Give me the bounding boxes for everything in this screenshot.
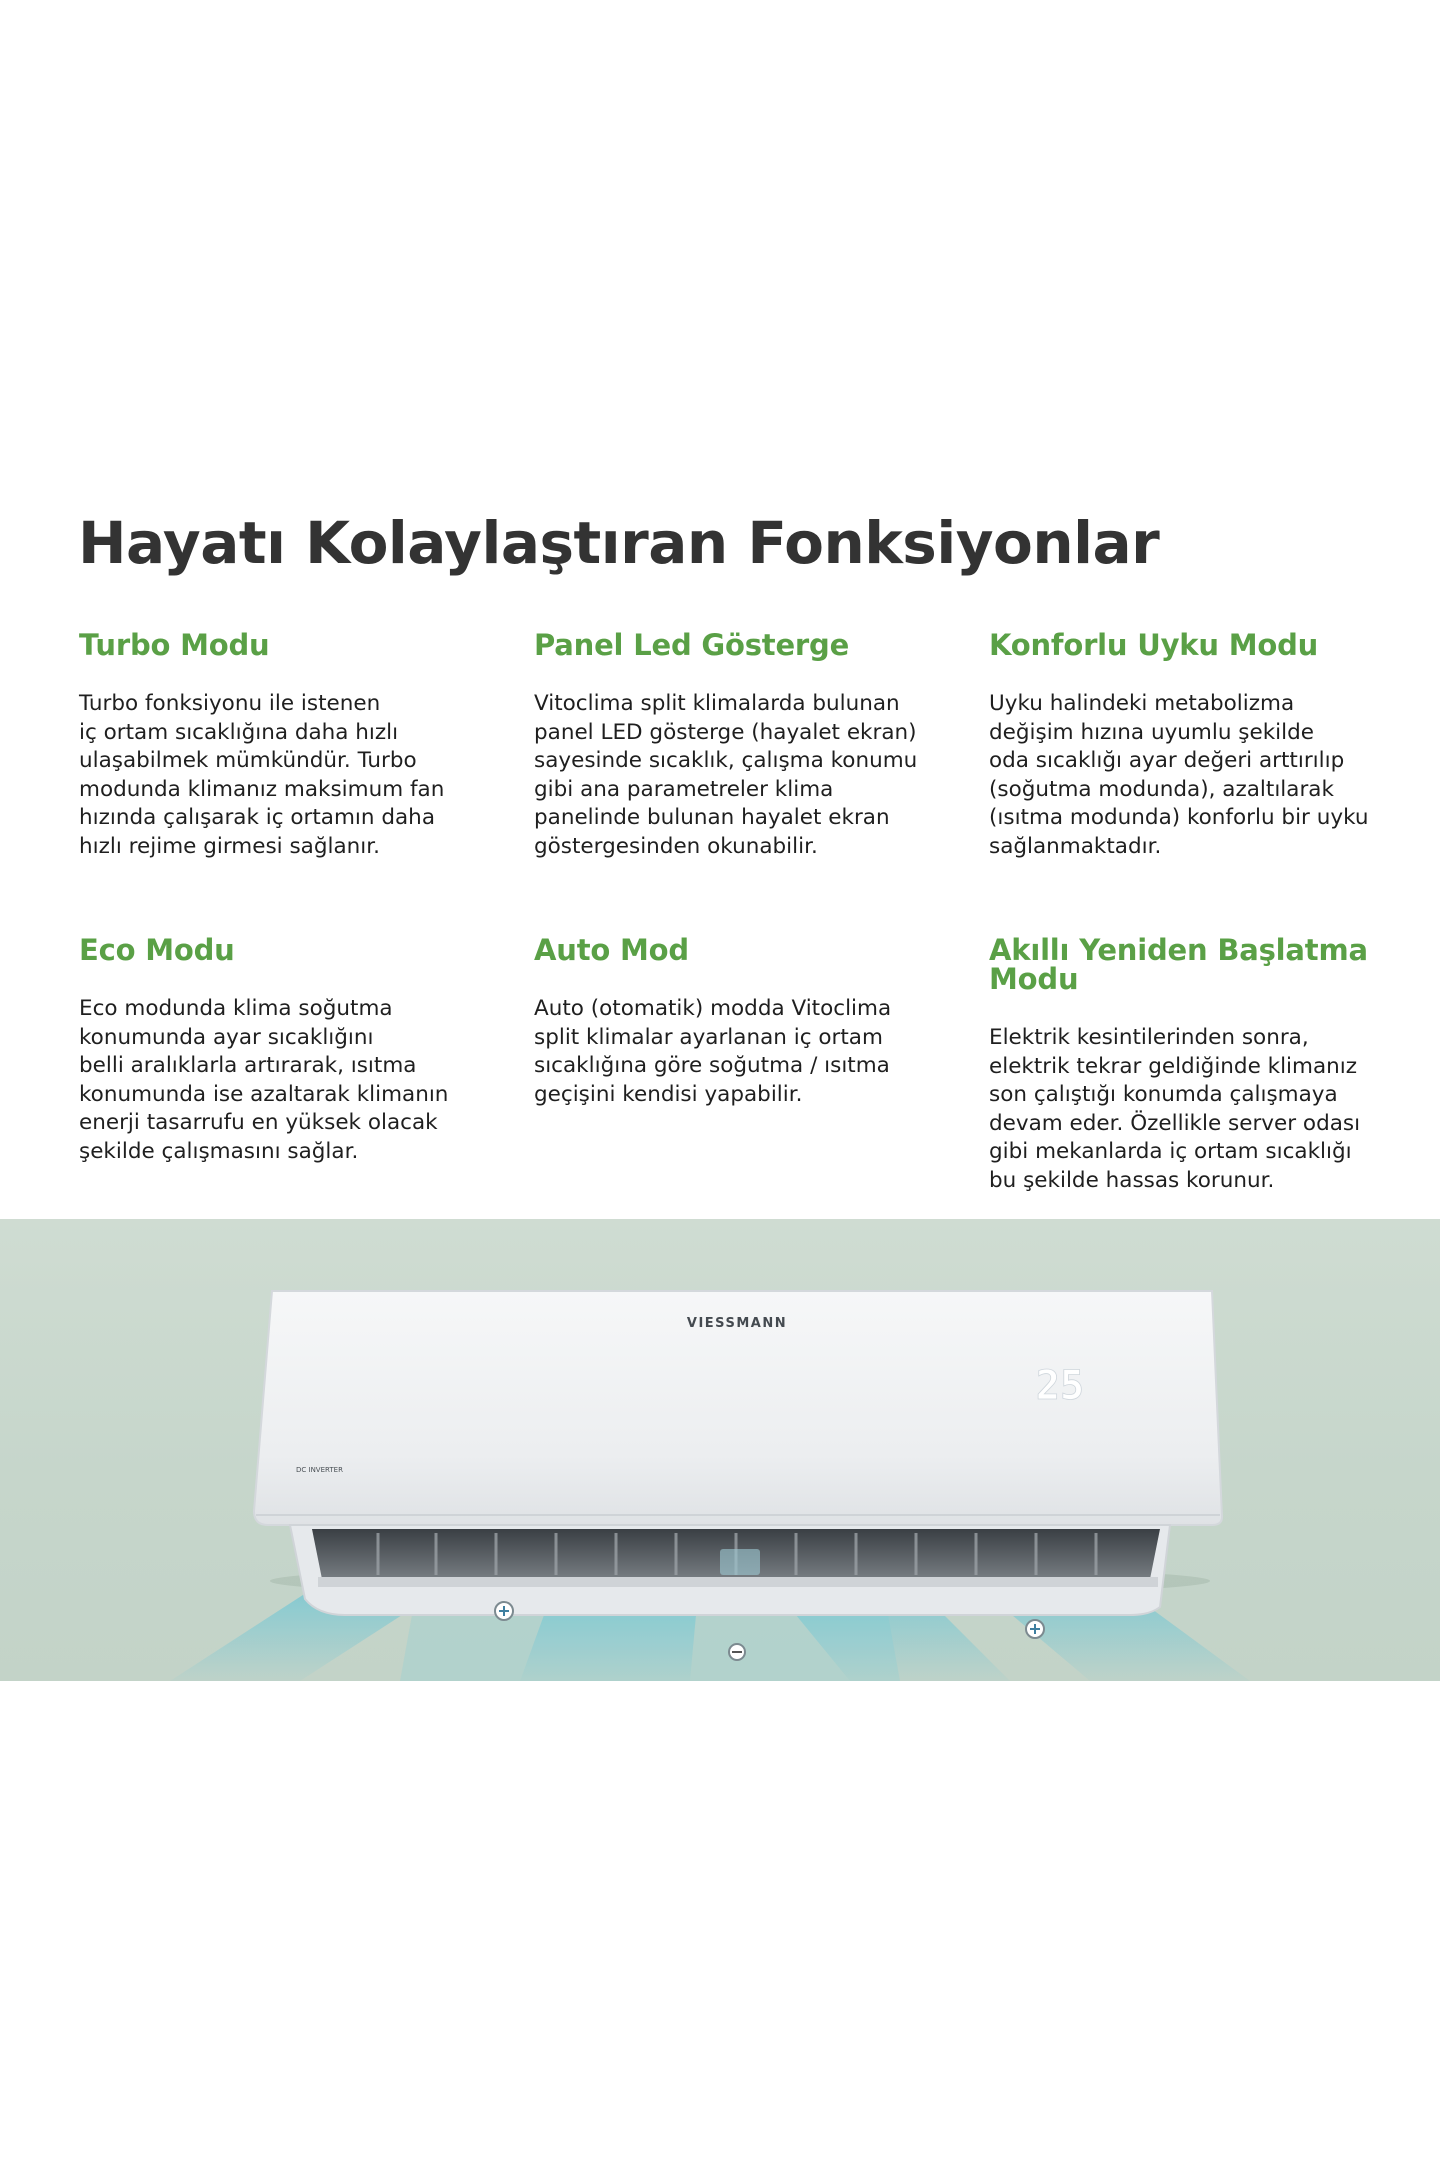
feature-turbo-mode xyxy=(79,628,499,862)
model-label: DC INVERTER xyxy=(296,1466,343,1474)
feature-description: Vitoclima split klimalarda bulunan panel LED gösterge (hayalet ekran) sayesinde sıcaklık, çalışma konumu gibi ana parametreler klima panelinde bulunan hayalet ekran göstergesinden okunabilir. xyxy=(534,691,918,859)
screw-icon xyxy=(495,1602,513,1620)
feature-smart-restart xyxy=(989,933,1409,1196)
led-temperature-display: 25 xyxy=(1035,1363,1085,1409)
feature-panel-led xyxy=(534,628,954,862)
brand-logo: VIESSMANN xyxy=(686,1316,788,1331)
feature-description: Turbo fonksiyonu ile istenen iç ortam sıcaklığına daha hızlı ulaşabilmek mümkündür. Turbo modunda klimanız maksimum fan hızında çalışarak iç ortamın daha hızlı rejime girmesi sağlanır. xyxy=(79,691,445,859)
feature-description: Auto (otomatik) modda Vitoclima split klimalar ayarlanan iç ortam sıcaklığına göre soğutma / ısıtma geçişini kendisi yapabilir. xyxy=(534,996,892,1107)
feature-title: Turbo Modu xyxy=(79,628,270,662)
product-image xyxy=(0,1219,1440,1681)
feature-title: Konforlu Uyku Modu xyxy=(989,628,1319,662)
feature-title: Panel Led Gösterge xyxy=(534,628,850,662)
feature-title: Akıllı Yeniden Başlatma Modu xyxy=(989,933,1368,996)
feature-title: Eco Modu xyxy=(79,933,235,967)
page-title: Hayatı Kolaylaştıran Fonksiyonlar xyxy=(78,509,1160,577)
feature-description: Uyku halindeki metabolizma değişim hızına uyumlu şekilde oda sıcaklığı ayar değeri arttırılıp (soğutma modunda), azaltılarak (ısıtma modunda) konforlu bir uyku sağlanmaktadır. xyxy=(989,691,1369,859)
feature-description: Elektrik kesintilerinden sonra, elektrik tekrar geldiğinde klimanız son çalıştığı konumda çalışmaya devam eder. Özellikle server odası gibi mekanlarda iç ortam sıcaklığı bu şekilde hassas korunur. xyxy=(989,1025,1361,1193)
feature-auto-mode xyxy=(534,933,954,1109)
feature-description: Eco modunda klima soğutma konumunda ayar sıcaklığını belli aralıklarla artırarak, ısıtma konumunda ise azaltarak klimanın enerji tasarrufu en yüksek olacak şekilde çalışmasını sağlar. xyxy=(79,996,449,1164)
screw-icon xyxy=(1026,1620,1044,1638)
feature-eco-mode xyxy=(79,933,499,1167)
feature-sleep-mode xyxy=(989,628,1409,862)
screw-icon xyxy=(729,1644,745,1660)
feature-title: Auto Mod xyxy=(534,933,689,967)
